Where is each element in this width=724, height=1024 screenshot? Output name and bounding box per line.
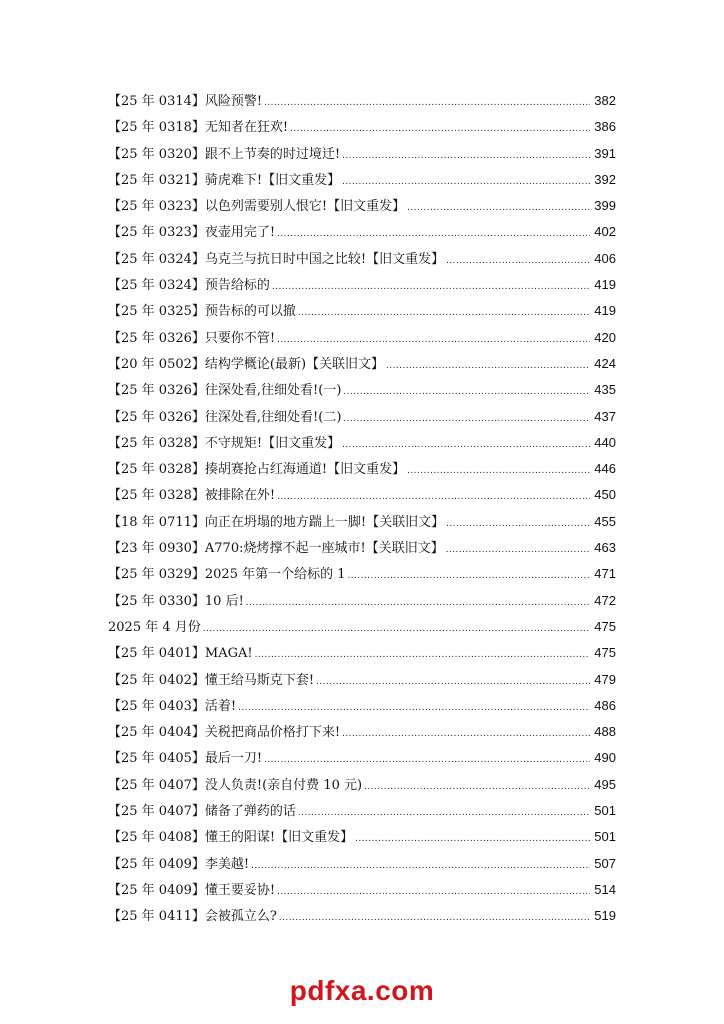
toc-dot-leader xyxy=(343,406,590,432)
toc-entry-page[interactable]: 507 xyxy=(594,855,616,871)
toc-entry-page[interactable]: 446 xyxy=(594,461,616,477)
toc-dot-leader xyxy=(342,432,590,458)
toc-dot-leader xyxy=(342,721,590,747)
toc-entry-page[interactable]: 471 xyxy=(594,566,616,582)
toc-entry[interactable] xyxy=(108,351,616,377)
toc-entry-title[interactable]: 【18 年 0711】向正在坍塌的地方踹上一脚!【关联旧文】 xyxy=(108,514,445,530)
toc-entry-page[interactable]: 501 xyxy=(594,803,616,819)
toc-entry-page[interactable]: 440 xyxy=(594,434,616,450)
toc-entry-title[interactable]: 【25 年 0407】没人负责!(亲自付费 10 元) xyxy=(108,777,363,793)
toc-entry-title[interactable]: 【25 年 0323】夜壶用完了! xyxy=(108,225,276,241)
toc-entry-page[interactable]: 472 xyxy=(594,592,616,608)
toc-entry-page[interactable]: 475 xyxy=(594,645,616,661)
toc-dot-leader xyxy=(277,484,590,510)
toc-dot-leader xyxy=(355,826,590,852)
toc-entry-page[interactable]: 386 xyxy=(594,119,616,135)
toc-entry[interactable] xyxy=(108,614,616,640)
toc-entry[interactable] xyxy=(108,114,616,140)
toc-entry-page[interactable]: 450 xyxy=(594,487,616,503)
toc-entry-title[interactable]: 【25 年 0411】会被孤立么? xyxy=(108,909,277,925)
toc-entry-page[interactable]: 475 xyxy=(594,618,616,634)
toc-dot-leader xyxy=(298,300,590,326)
toc-entry[interactable] xyxy=(108,693,616,719)
toc-dot-leader xyxy=(251,853,590,879)
toc-entry-page[interactable]: 424 xyxy=(594,355,616,371)
toc-entry-title[interactable]: 【25 年 0321】骑虎难下!【旧文重发】 xyxy=(108,172,341,188)
toc-entry[interactable] xyxy=(108,851,616,877)
toc-entry-title[interactable]: 【25 年 0408】懂王的阳谋!【旧文重发】 xyxy=(108,830,354,846)
toc-entry[interactable] xyxy=(108,482,616,508)
toc-entry-title[interactable]: 【25 年 0401】MAGA! xyxy=(108,646,253,662)
toc-entry-title[interactable]: 【25 年 0326】只要你不管! xyxy=(108,330,276,346)
toc-entry[interactable] xyxy=(108,561,616,587)
toc-dot-leader xyxy=(255,642,590,668)
toc-entry-title[interactable]: 【20 年 0502】结构学概论(最新)【关联旧文】 xyxy=(108,356,385,372)
table-of-contents xyxy=(108,88,616,930)
watermark: pdfxa.com xyxy=(289,975,435,1006)
toc-entry[interactable] xyxy=(108,903,616,929)
toc-dot-leader xyxy=(203,616,590,642)
toc-entry-title[interactable]: 【25 年 0328】被排除在外! xyxy=(108,488,276,504)
toc-entry[interactable] xyxy=(108,456,616,482)
toc-dot-leader xyxy=(342,143,590,169)
toc-entry[interactable] xyxy=(108,719,616,745)
toc-entry-title[interactable]: 【25 年 0323】以色列需要别人恨它!【旧文重发】 xyxy=(108,199,406,215)
toc-entry[interactable] xyxy=(108,430,616,456)
toc-dot-leader xyxy=(407,195,590,221)
toc-dot-leader xyxy=(342,169,590,195)
toc-dot-leader xyxy=(277,221,590,247)
toc-dot-leader xyxy=(277,879,590,905)
toc-entry-title[interactable]: 【25 年 0318】无知者在狂欢! xyxy=(108,120,289,136)
toc-dot-leader xyxy=(386,353,590,379)
toc-entry-title[interactable]: 2025 年 4 月份 xyxy=(108,619,201,635)
toc-dot-leader xyxy=(238,695,590,721)
toc-entry-page[interactable]: 488 xyxy=(594,724,616,740)
toc-entry-page[interactable]: 455 xyxy=(594,513,616,529)
toc-entry-title[interactable]: 【25 年 0405】最后一刀! xyxy=(108,751,263,767)
toc-entry-page[interactable]: 519 xyxy=(594,908,616,924)
toc-entry-page[interactable]: 501 xyxy=(594,829,616,845)
toc-entry-title[interactable]: 【25 年 0324】预告给标的 xyxy=(108,278,270,294)
toc-entry-title[interactable]: 【25 年 0328】揍胡赛抢占红海通道!【旧文重发】 xyxy=(108,462,406,478)
toc-entry[interactable] xyxy=(108,193,616,219)
toc-entry-title[interactable]: 【25 年 0404】关税把商品价格打下来! xyxy=(108,725,341,741)
toc-dot-leader xyxy=(364,774,590,800)
toc-entry-title[interactable]: 【25 年 0325】预告标的可以撤 xyxy=(108,304,296,320)
toc-entry[interactable] xyxy=(108,588,616,614)
toc-entry[interactable] xyxy=(108,272,616,298)
toc-entry[interactable] xyxy=(108,404,616,430)
toc-entry-title[interactable]: 【25 年 0409】懂王要妥协! xyxy=(108,882,276,898)
toc-entry-page[interactable]: 399 xyxy=(594,198,616,214)
toc-entry-page[interactable]: 437 xyxy=(594,408,616,424)
toc-entry[interactable] xyxy=(108,745,616,771)
toc-dot-leader xyxy=(316,669,590,695)
toc-dot-leader xyxy=(264,90,590,116)
toc-entry-title[interactable]: 【25 年 0320】跟不上节奏的时过境迁! xyxy=(108,146,341,162)
toc-entry[interactable] xyxy=(108,88,616,114)
toc-dot-leader xyxy=(246,590,590,616)
toc-entry-title[interactable]: 【25 年 0328】不守规矩!【旧文重发】 xyxy=(108,435,341,451)
toc-entry-page[interactable]: 392 xyxy=(594,171,616,187)
toc-dot-leader xyxy=(343,379,590,405)
toc-entry-page[interactable]: 514 xyxy=(594,881,616,897)
toc-entry-page[interactable]: 391 xyxy=(594,145,616,161)
toc-entry-page[interactable]: 479 xyxy=(594,671,616,687)
toc-entry-title[interactable]: 【25 年 0326】往深处看,往细处看!(一) xyxy=(108,383,342,399)
toc-entry-page[interactable]: 490 xyxy=(594,750,616,766)
toc-entry[interactable] xyxy=(108,667,616,693)
toc-entry[interactable] xyxy=(108,877,616,903)
toc-entry-page[interactable]: 495 xyxy=(594,776,616,792)
toc-entry[interactable] xyxy=(108,167,616,193)
toc-entry-page[interactable]: 402 xyxy=(594,224,616,240)
toc-entry-page[interactable]: 406 xyxy=(594,250,616,266)
toc-entry-title[interactable]: 【25 年 0409】李美越! xyxy=(108,856,250,872)
toc-entry-page[interactable]: 382 xyxy=(594,93,616,108)
toc-entry[interactable] xyxy=(108,772,616,798)
toc-entry-page[interactable]: 419 xyxy=(594,303,616,319)
toc-dot-leader xyxy=(279,905,590,931)
toc-entry-page[interactable]: 486 xyxy=(594,697,616,713)
toc-entry-page[interactable]: 420 xyxy=(594,329,616,345)
toc-dot-leader xyxy=(277,327,590,353)
toc-dot-leader xyxy=(446,537,590,563)
toc-entry-title[interactable]: 【23 年 0930】A770:烧烤撑不起一座城市!【关联旧文】 xyxy=(108,541,444,557)
toc-entry-page[interactable]: 419 xyxy=(594,277,616,293)
toc-entry[interactable] xyxy=(108,246,616,272)
toc-entry[interactable] xyxy=(108,509,616,535)
toc-dot-leader xyxy=(298,800,590,826)
toc-dot-leader xyxy=(446,248,590,274)
toc-entry-title[interactable]: 【25 年 0324】乌克兰与抗日时中国之比较!【旧文重发】 xyxy=(108,251,445,267)
toc-entry[interactable] xyxy=(108,325,616,351)
toc-entry[interactable] xyxy=(108,640,616,666)
toc-entry-title[interactable]: 【25 年 0407】储备了弹药的话 xyxy=(108,804,296,820)
toc-entry[interactable] xyxy=(108,298,616,324)
toc-dot-leader xyxy=(264,747,590,773)
toc-dot-leader xyxy=(290,116,590,142)
toc-entry[interactable] xyxy=(108,219,616,245)
toc-entry-title[interactable]: 【25 年 0314】风险预警! xyxy=(108,94,263,109)
toc-entry-page[interactable]: 463 xyxy=(594,540,616,556)
toc-dot-leader xyxy=(272,274,590,300)
toc-entry[interactable] xyxy=(108,377,616,403)
toc-entry-title[interactable]: 【25 年 0329】2025 年第一个给标的 1 xyxy=(108,567,346,583)
toc-entry[interactable] xyxy=(108,141,616,167)
toc-entry-title[interactable]: 【25 年 0403】活着! xyxy=(108,698,237,714)
toc-entry[interactable] xyxy=(108,798,616,824)
toc-entry-title[interactable]: 【25 年 0326】往深处看,往细处看!(二) xyxy=(108,409,342,425)
toc-entry-page[interactable]: 435 xyxy=(594,382,616,398)
toc-entry-title[interactable]: 【25 年 0402】懂王给马斯克下套! xyxy=(108,672,315,688)
toc-entry[interactable] xyxy=(108,535,616,561)
toc-entry-title[interactable]: 【25 年 0330】10 后! xyxy=(108,593,244,609)
toc-dot-leader xyxy=(446,511,590,537)
toc-entry[interactable] xyxy=(108,824,616,850)
toc-dot-leader xyxy=(407,458,590,484)
toc-dot-leader xyxy=(348,563,590,589)
